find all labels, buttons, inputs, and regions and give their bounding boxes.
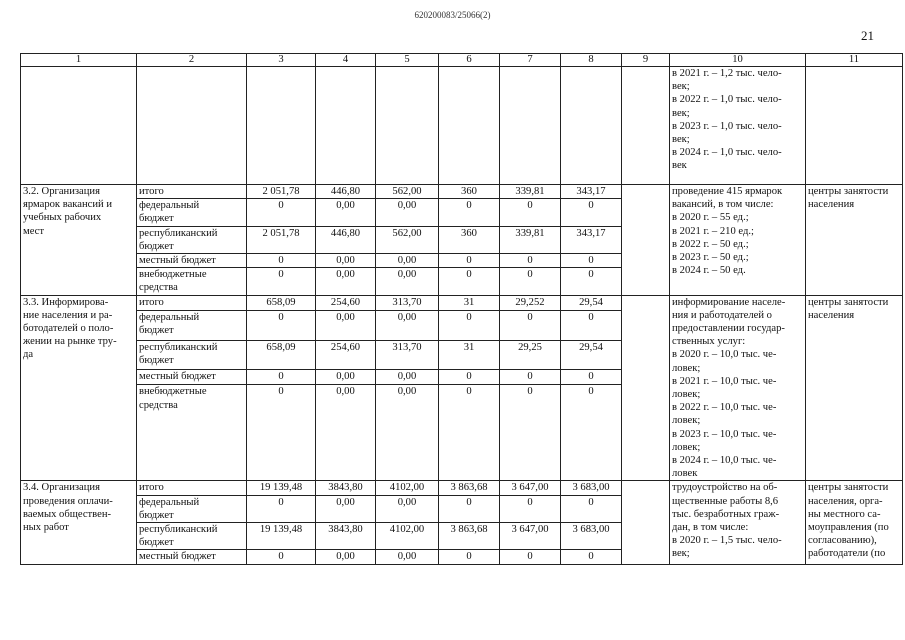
value-2021: 562,00 [376,185,439,199]
col-header: 2 [137,54,247,67]
cell [622,295,670,481]
value-2022: 0 [439,370,500,385]
col-header: 10 [670,54,806,67]
value-2020: 0,00 [316,495,376,522]
cell [137,67,247,185]
program-table [20,53,903,565]
value-2021: 4102,00 [376,481,439,495]
value-total: 19 139,48 [247,523,316,550]
value-total: 658,09 [247,340,316,370]
value-2020: 3843,80 [316,481,376,495]
funding-source: местный бюджет [137,254,247,268]
value-total: 0 [247,385,316,481]
value-2022: 3 863,68 [439,523,500,550]
value-total: 0 [247,550,316,564]
value-2020: 0,00 [316,370,376,385]
value-2023: 0 [500,268,561,295]
value-2022: 0 [439,254,500,268]
value-total: 0 [247,310,316,340]
result-text: в 2021 г. – 1,2 тыс. чело- век; в 2022 г. – 1,0 тыс. чело- век; в 2023 г. – 1,0 тыс. чело- век; в 2024 г. – 1,0 тыс. чело- век [670,67,806,185]
table-row [21,295,903,310]
value-2021: 313,70 [376,340,439,370]
value-2024: 0 [561,385,622,481]
value-2022: 0 [439,550,500,564]
cell [21,67,137,185]
value-2022: 0 [439,385,500,481]
value-2024: 343,17 [561,226,622,253]
col-header: 5 [376,54,439,67]
result-text: трудоустройство на об- щественные работы 8,6 тыс. безработных граж- дан, в том числе: в 2020 г. – 1,5 тыс. чело- век; [670,481,806,564]
value-2022: 31 [439,295,500,310]
result-text: информирование населе- ния и работодателей о предоставлении государ- ственных услуг: в 2020 г. – 10,0 тыс. че- ловек; в 2021 г. – 10,0 тыс. че- ловек; в 2022 г. – 10,0 тыс. че- ловек; в 2023 г. – 10,0 тыс. че- ловек; в 2024 г. – 10,0 тыс. че- ловек [670,295,806,481]
funding-source: федеральный бюджет [137,199,247,226]
value-2022: 360 [439,185,500,199]
funding-source: внебюджетные средства [137,385,247,481]
value-2023: 0 [500,385,561,481]
col-header: 3 [247,54,316,67]
cell [806,67,903,185]
executor-text: центры занятости населения, орга- ны местного са- моуправления (по согласованию), работодатели (по [806,481,903,564]
value-total: 19 139,48 [247,481,316,495]
value-2024: 0 [561,254,622,268]
funding-source: местный бюджет [137,370,247,385]
value-2020: 0,00 [316,310,376,340]
value-2023: 0 [500,370,561,385]
col-header: 1 [21,54,137,67]
value-2021: 0,00 [376,495,439,522]
value-2020: 0,00 [316,254,376,268]
value-2024: 3 683,00 [561,523,622,550]
col-header: 6 [439,54,500,67]
funding-source: итого [137,481,247,495]
cell [622,67,670,185]
value-2024: 0 [561,550,622,564]
funding-source: республиканский бюджет [137,340,247,370]
executor-text: центры занятости населения [806,295,903,481]
funding-source: республиканский бюджет [137,226,247,253]
funding-source: итого [137,185,247,199]
value-2021: 4102,00 [376,523,439,550]
page-number: 21 [861,28,874,43]
value-2022: 3 863,68 [439,481,500,495]
value-2022: 0 [439,495,500,522]
value-total: 0 [247,268,316,295]
funding-source: федеральный бюджет [137,310,247,340]
result-text: проведение 415 ярмарок вакансий, в том числе: в 2020 г. – 55 ед.; в 2021 г. – 210 ед.; в 2022 г. – 50 ед.; в 2023 г. – 50 ед.; в 2024 г. – 50 ед. [670,185,806,296]
value-2020: 0,00 [316,268,376,295]
cell [439,67,500,185]
cell [247,67,316,185]
funding-source: итого [137,295,247,310]
value-total: 2 051,78 [247,185,316,199]
col-header: 4 [316,54,376,67]
value-2023: 339,81 [500,185,561,199]
continuation-row [21,67,903,185]
funding-source: федеральный бюджет [137,495,247,522]
value-2023: 339,81 [500,226,561,253]
value-total: 658,09 [247,295,316,310]
funding-source: внебюджетные средства [137,268,247,295]
section-title: 3.3. Информирова- ние населения и ра- ботодателей о поло- жении на рынке тру- да [21,295,137,481]
cell [376,67,439,185]
value-2021: 0,00 [376,268,439,295]
value-total: 0 [247,254,316,268]
value-2023: 0 [500,199,561,226]
col-header: 7 [500,54,561,67]
col-header: 8 [561,54,622,67]
value-2022: 360 [439,226,500,253]
value-2023: 0 [500,495,561,522]
cell [622,185,670,296]
column-number-row [21,54,903,67]
value-2023: 3 647,00 [500,523,561,550]
value-2024: 0 [561,370,622,385]
value-2020: 254,60 [316,295,376,310]
value-2023: 0 [500,254,561,268]
value-2024: 0 [561,310,622,340]
value-2022: 0 [439,199,500,226]
value-2024: 29,54 [561,340,622,370]
value-2020: 3843,80 [316,523,376,550]
value-2021: 0,00 [376,199,439,226]
document-id: 620200083/25066(2) [414,10,491,20]
executor-text: центры занятости населения [806,185,903,296]
value-2021: 562,00 [376,226,439,253]
value-2022: 31 [439,340,500,370]
value-2024: 0 [561,495,622,522]
value-2023: 3 647,00 [500,481,561,495]
col-header: 11 [806,54,903,67]
value-2020: 0,00 [316,385,376,481]
funding-source: республиканский бюджет [137,523,247,550]
value-2024: 29,54 [561,295,622,310]
value-2021: 0,00 [376,254,439,268]
value-2022: 0 [439,268,500,295]
value-2023: 29,25 [500,340,561,370]
value-total: 2 051,78 [247,226,316,253]
col-header: 9 [622,54,670,67]
value-total: 0 [247,495,316,522]
value-2021: 0,00 [376,370,439,385]
value-total: 0 [247,370,316,385]
section-title: 3.4. Организация проведения оплачи- ваемых обществен- ных работ [21,481,137,564]
table-row [21,481,903,495]
value-2021: 0,00 [376,550,439,564]
value-2021: 313,70 [376,295,439,310]
section-title: 3.2. Организация ярмарок вакансий и учебных рабочих мест [21,185,137,296]
value-2020: 446,80 [316,185,376,199]
value-2022: 0 [439,310,500,340]
cell [561,67,622,185]
funding-source: местный бюджет [137,550,247,564]
value-2020: 0,00 [316,199,376,226]
table-row [21,185,903,199]
value-2024: 343,17 [561,185,622,199]
cell [500,67,561,185]
value-2024: 3 683,00 [561,481,622,495]
value-2020: 254,60 [316,340,376,370]
value-2024: 0 [561,199,622,226]
value-2021: 0,00 [376,385,439,481]
value-2024: 0 [561,268,622,295]
value-2020: 446,80 [316,226,376,253]
cell [622,481,670,564]
cell [316,67,376,185]
value-2020: 0,00 [316,550,376,564]
value-2021: 0,00 [376,310,439,340]
value-total: 0 [247,199,316,226]
value-2023: 0 [500,550,561,564]
value-2023: 29,252 [500,295,561,310]
value-2023: 0 [500,310,561,340]
